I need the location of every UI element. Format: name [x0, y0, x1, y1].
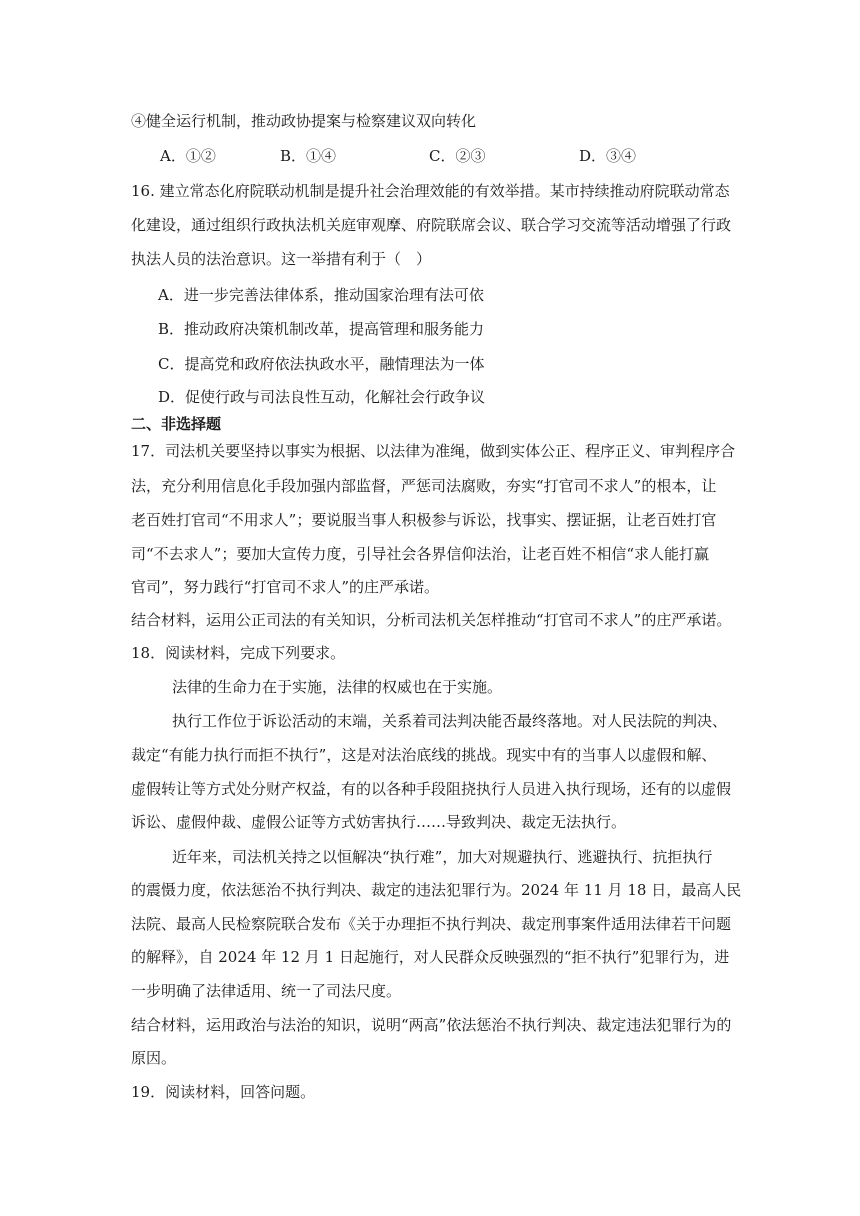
q15-option-a: A．①② [160, 147, 216, 165]
q18-para3-line: 近年来，司法机关持之以恒解决“执行难”，加大对规避执行、逃避执行、抗拒执行 [172, 848, 713, 866]
q18-para3-line: 的震慑力度，依法惩治不执行判决、裁定的违法犯罪行为。2024 年 11 月 18 日，最高人民 [131, 881, 742, 899]
q18-para2-line: 执行工作位于诉讼活动的末端，关系着司法判决能否最终落地。对人民法院的判决、 [172, 712, 728, 730]
q15-option-b: B．①④ [280, 147, 337, 165]
q16-option-c: C．提高党和政府依法执政水平，融情理法为一体 [158, 355, 485, 373]
q17-line: 17．司法机关要坚持以事实为根据、以法律为准绳，做到实体公正、程序正义、审判程序合 [131, 442, 736, 460]
q18-para3-line: 的解释》，自 2024 年 12 月 1 日起施行，对人民群众反映强烈的“拒不执行”犯罪行为，进 [131, 948, 730, 966]
q16-stem-line: 化建设，通过组织行政执法机关庭审观摩、府院联席会议、联合学习交流等活动增强了行政 [131, 216, 732, 234]
q15-item-4: ④健全运行机制，推动政协提案与检察建议双向转化 [131, 112, 477, 130]
q19-title: 19．阅读材料，回答问题。 [131, 1083, 316, 1101]
q15-option-d: D．③④ [579, 147, 637, 165]
q15-option-c: C．②③ [429, 147, 486, 165]
q18-para2-line: 裁定“有能力执行而拒不执行”，这是对法治底线的挑战。现实中有的当事人以虚假和解、 [131, 746, 717, 764]
section-heading: 二、非选择题 [131, 415, 222, 433]
q17-line: 官司”，努力践行“打官司不求人”的庄严承诺。 [131, 578, 440, 596]
q17-line: 司“不去求人”；要加大宣传力度，引导社会各界信仰法治，让老百姓不相信“求人能打赢 [131, 545, 710, 563]
q17-line: 老百姓打官司“不用求人”；要说服当事人积极参与诉讼，找事实、摆证据，让老百姓打官 [131, 511, 717, 529]
q17-line: 法，充分利用信息化手段加强内部监督，严惩司法腐败，夯实“打官司不求人”的根本，让 [131, 477, 717, 495]
q16-option-b: B．推动政府决策机制改革，提高管理和服务能力 [158, 320, 485, 338]
q18-title: 18．阅读材料，完成下列要求。 [131, 644, 346, 662]
q18-para3-line: 法院、最高人民检察院联合发布《关于办理拒不执行判决、裁定刑事案件适用法律若干问题 [131, 915, 732, 933]
q18-para1: 法律的生命力在于实施，法律的权威也在于实施。 [172, 678, 503, 696]
q18-question-line: 原因。 [131, 1049, 177, 1067]
q16-option-d: D．促使行政与司法良性互动，化解社会行政争议 [158, 388, 486, 406]
q18-para2-line: 虚假转让等方式处分财产权益，有的以各种手段阻挠执行人员进入执行现场，还有的以虚假 [131, 780, 732, 798]
q18-question-line: 结合材料，运用政治与法治的知识，说明“两高”依法惩治不执行判决、裁定违法犯罪行为的 [131, 1016, 732, 1034]
q18-para2-line: 诉讼、虚假仲裁、虚假公证等方式妨害执行……导致判决、裁定无法执行。 [131, 813, 627, 831]
q16-option-a: A．进一步完善法律体系，推动国家治理有法可依 [158, 286, 484, 304]
q17-question: 结合材料，运用公正司法的有关知识，分析司法机关怎样推动“打官司不求人”的庄严承诺。 [131, 611, 732, 629]
q18-para3-line: 一步明确了法律适用、统一了司法尺度。 [131, 982, 402, 1000]
q16-stem-line: 16. 建立常态化府院联动机制是提升社会治理效能的有效举措。某市持续推动府院联动常态 [131, 182, 730, 200]
q16-stem-line: 执法人员的法治意识。这一举措有利于（ ） [131, 250, 432, 268]
